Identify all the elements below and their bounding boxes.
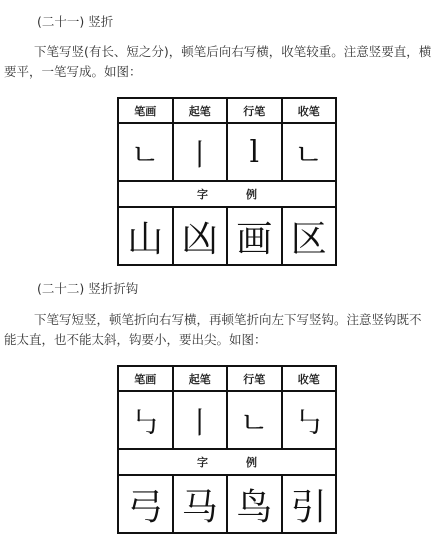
stroke-glyph: ㇉ [118, 391, 173, 449]
stroke-glyph: l [227, 123, 282, 181]
stroke-table-header-row [118, 366, 336, 391]
example-label-char: 字 [197, 188, 246, 201]
example-label-row [118, 181, 336, 207]
header-cell-start: 起笔 [173, 366, 228, 391]
example-character: 弓 [118, 475, 173, 533]
example-label-char: 字 [197, 456, 246, 469]
stroke-glyph: ㄴ [118, 123, 173, 181]
example-label-char: 例 [246, 456, 295, 469]
stroke-glyph: 丨 [173, 123, 228, 181]
header-cell-move: 行笔 [227, 98, 282, 123]
stroke-glyph: 丨 [173, 391, 228, 449]
stroke-table-2 [117, 365, 337, 534]
section-2-paragraph: 下笔写短竖，顿笔折向右写横，再顿笔折向左下写竖钩。注意竖钩既不能太直，也不能太斜，钩要小，要出尖。如图： [4, 312, 422, 347]
stroke-table-header-row [118, 98, 336, 123]
example-row [118, 475, 336, 533]
example-character: 凶 [173, 207, 228, 265]
stroke-glyph: ㄴ [282, 123, 337, 181]
header-cell-stroke: 笔画 [118, 366, 173, 391]
stroke-table-1 [117, 97, 337, 266]
section-1-paragraph: 下笔写竖(有长、短之分)，顿笔后向右写横，收笔较重。注意竖要直，横要平，一笔写成。如图： [4, 44, 432, 79]
example-label-char: 例 [246, 188, 295, 201]
example-row [118, 207, 336, 265]
example-character: 马 [173, 475, 228, 533]
header-cell-stroke: 笔画 [118, 98, 173, 123]
example-character: 区 [282, 207, 337, 265]
stroke-glyph-row [118, 123, 336, 181]
section-2-heading: (二十二) 竖折折钩 [37, 281, 139, 296]
example-label-row [118, 449, 336, 475]
stroke-glyph-row [118, 391, 336, 449]
header-cell-move: 行笔 [227, 366, 282, 391]
section-1-heading: (二十一) 竖折 [37, 14, 114, 29]
example-character: 引 [282, 475, 337, 533]
header-cell-end: 收笔 [282, 98, 337, 123]
example-character: 画 [227, 207, 282, 265]
header-cell-start: 起笔 [173, 98, 228, 123]
header-cell-end: 收笔 [282, 366, 337, 391]
stroke-glyph: ㇉ [282, 391, 337, 449]
example-character: 山 [118, 207, 173, 265]
example-label [118, 449, 336, 475]
stroke-glyph: ㄴ [227, 391, 282, 449]
example-character: 鸟 [227, 475, 282, 533]
example-label [118, 181, 336, 207]
